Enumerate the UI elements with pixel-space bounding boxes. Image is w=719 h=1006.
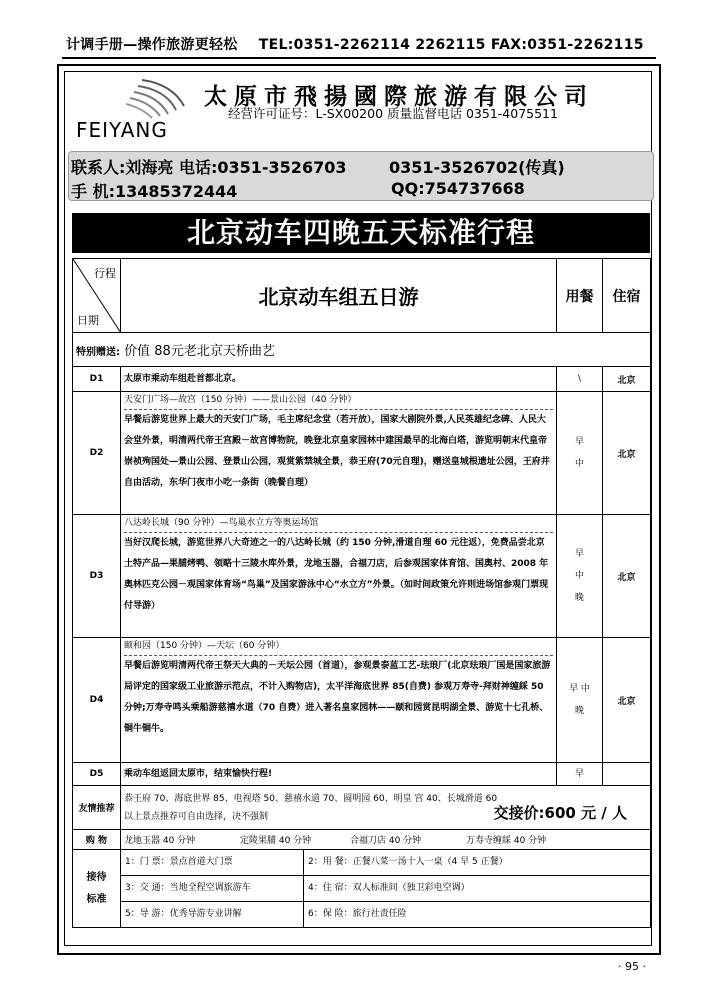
shopping-item: 龙地玉器 40 分钟 — [124, 836, 196, 846]
recommend-label: 友情推荐 — [73, 786, 121, 830]
day-label: D3 — [73, 515, 121, 638]
logo-text: FEIYANG — [76, 118, 168, 142]
recommend-row — [73, 786, 651, 830]
shopping-row — [73, 830, 651, 850]
day-label: D1 — [73, 367, 121, 392]
day-desc: 当好汉爬长城，游览世界八大奇迹之一的八达岭长城（约 150 分钟,滑道自理 60 元往返），免费品尝北京土特产品—果脯烤鸭、领略十三陵水库外景，龙地玉器，合福刀店，后参观国家体育馆、国奥村、2008 年奥林匹克公园－观国家体育场“鸟巢”及国家游泳中心“水立方”外景。（如时间政策允许则进场馆参观门票现付导游） — [124, 538, 549, 611]
header-bar — [66, 34, 654, 56]
day-stay — [603, 763, 651, 786]
contact-phone2: 0351-3526702(传真) — [389, 158, 565, 177]
gift-row — [73, 333, 651, 367]
corner-bottom-label: 日期 — [77, 314, 99, 327]
page-title: 北京动车四晚五天标准行程 — [72, 213, 650, 253]
stay-header: 住宿 — [603, 259, 651, 333]
day-stay: 北京 — [603, 392, 651, 515]
day-content — [121, 638, 557, 763]
standard-row-2 — [73, 876, 651, 902]
day-stay: 北京 — [603, 515, 651, 638]
table-header-row — [73, 259, 651, 333]
day-meal: 早 中 晚 — [557, 638, 603, 763]
header-slogan: 计调手册—操作旅游更轻松 — [66, 37, 238, 53]
day-desc: 早餐后游览明清两代帝王祭天大典的－天坛公园（首道），参观景泰蓝工艺-珐琅厂(北京珐琅厂国是国家旅游局评定的国家级工业旅游示范点，不计入购物店)，太平洋海底世界 85(自费) 参观万寿寺-拜财神缠綵 50 分钟;万寿寺鸣头乘船游慈禧水道（70 自费）进入著名皇家园林——颐和园赏昆明湖全景、游览十七孔桥、铜牛铜牛。 — [124, 661, 551, 734]
standard-label: 接待标准 — [73, 850, 121, 928]
day-label: D4 — [73, 638, 121, 763]
contact-mobile: 手 机:13485372444 — [71, 182, 238, 201]
corner-top-label: 行程 — [94, 267, 116, 280]
day-route: 天安门广场—故宫（150 分钟）——景山公园（40 分钟） — [124, 392, 553, 410]
day-label: D2 — [73, 392, 121, 515]
shopping-item: 合福刀店 40 分钟 — [350, 836, 422, 846]
corner-cell — [73, 259, 121, 333]
license-line: 经营许可证号：L-SX00200 质量监督电话 0351-4075511 — [228, 106, 558, 121]
standard-cell — [121, 850, 651, 876]
recommend-text: 恭王府 70、海底世界 85、电视塔 50、慈禧水道 70、圆明园 60、明皇 宫 40、长城滑道 60 — [124, 793, 498, 804]
standard-item: 6：保 险：旅行社责任险 — [308, 909, 407, 919]
shopping-item: 万寿寺缠綵 40 分钟 — [466, 836, 547, 846]
header-phones: TEL:0351-2262114 2262115 FAX:0351-2262115 — [258, 37, 644, 53]
day-meal: 早 — [557, 763, 603, 786]
day-row-2 — [73, 392, 651, 515]
standard-row-1 — [73, 850, 651, 876]
recommend-note: 以上景点推荐可自由选择，决不强制 — [124, 811, 269, 822]
gift-label: 特别赠送: — [76, 347, 120, 358]
shopping-item: 定陵果脯 40 分钟 — [240, 836, 312, 846]
header-divider — [62, 57, 656, 59]
page-number: · 95 · — [618, 960, 646, 973]
price: 交接价:600 元 / 人 — [493, 803, 627, 822]
meal-header: 用餐 — [557, 259, 603, 333]
shopping-cell — [121, 830, 651, 850]
contact-qq: QQ:754737668 — [391, 179, 525, 198]
day-row-3 — [73, 515, 651, 638]
day-route: 八达岭长城（90 分钟）—鸟巢水立方等奥运场馆 — [124, 515, 553, 533]
day-route: 颐和园（150 分钟）—天坛（60 分钟） — [124, 638, 553, 656]
standard-cell — [121, 876, 651, 902]
standard-item: 5：导 游：优秀导游专业讲解 — [121, 902, 304, 927]
company-name: 太原市飛揚國際旅游有限公司 — [204, 83, 594, 110]
day-meal: 早 中 晚 — [557, 515, 603, 638]
day-meal: \ — [557, 367, 603, 392]
standard-row-3 — [73, 902, 651, 928]
standard-item: 1：门 票：景点首道大门票 — [121, 850, 304, 875]
company-logo — [72, 74, 202, 144]
recommend-cell — [121, 786, 651, 830]
shopping-label: 购 物 — [73, 830, 121, 850]
standard-item: 3：交 通：当地全程空调旅游车 — [121, 876, 304, 901]
contact-person: 联系人:刘海亮 电话:0351-3526703 — [71, 158, 347, 177]
gift-cell — [73, 333, 651, 367]
standard-item: 4：住 宿：双人标准间（独卫彩电空调） — [308, 883, 470, 893]
day-content — [121, 392, 557, 515]
itinerary-table — [72, 258, 651, 928]
gift-text: 价值 88元老北京天桥曲艺 — [124, 344, 275, 359]
day-content — [121, 515, 557, 638]
day-stay: 北京 — [603, 367, 651, 392]
day-meal: 早 中 — [557, 392, 603, 515]
day-row-5 — [73, 763, 651, 786]
contact-box — [68, 151, 654, 201]
day-desc: 太原市乘动车组赴首都北京。 — [121, 367, 557, 392]
day-desc: 乘动车组返回太原市，结束愉快行程! — [121, 763, 557, 786]
standard-item: 2：用 餐：正餐八菜一汤十人一桌（4 早 5 正餐） — [308, 857, 508, 867]
tour-name: 北京动车组五日游 — [121, 259, 557, 333]
day-row-4 — [73, 638, 651, 763]
day-label: D5 — [73, 763, 121, 786]
day-row-1 — [73, 367, 651, 392]
day-stay: 北京 — [603, 638, 651, 763]
standard-cell — [121, 902, 651, 928]
day-desc: 早餐后游览世界上最大的天安门广场，毛主席纪念堂（若开放），国家大剧院外景,人民英雄纪念碑、人民大会堂外景，明清两代帝王宫殿－故宫博物院，晚登北京皇家园林中建国最早的北海白塔，游览明朝末代皇帝崇祯殉国处—景山公园、登景山公园，观赏紫禁城全景，恭王府(70元自理)，赠送皇城根遗址公园，王府井自由活动，东华门夜市小吃一条街（晚餐自理） — [124, 415, 550, 488]
